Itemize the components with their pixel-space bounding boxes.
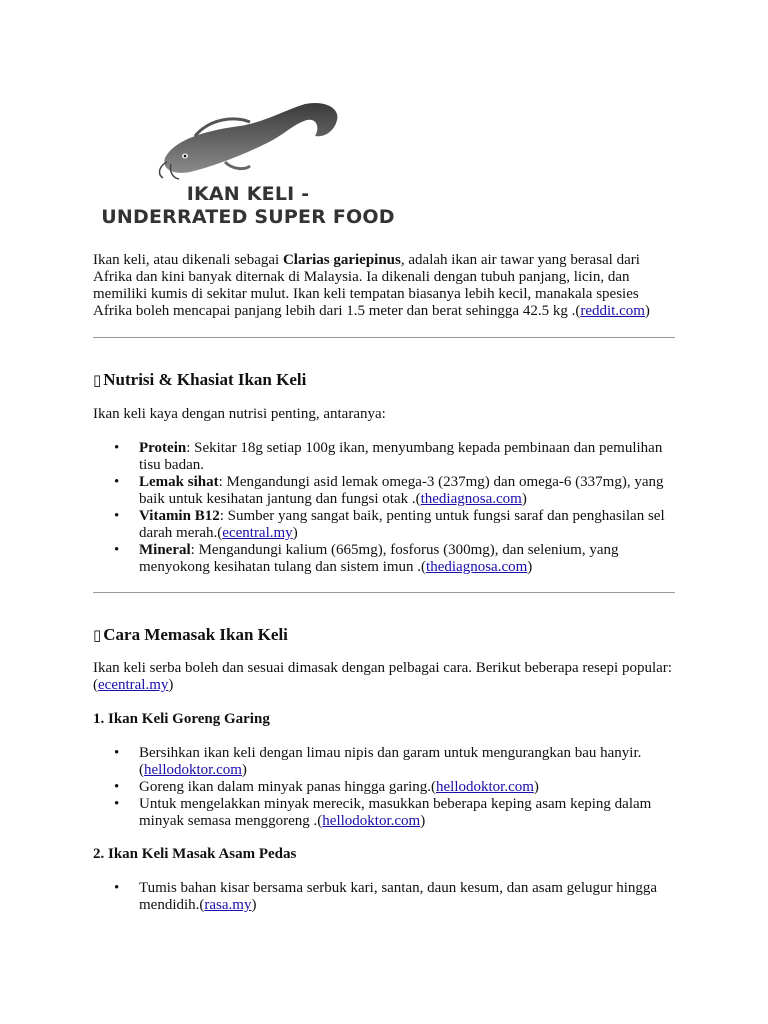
nutrient-label: Protein <box>139 440 187 456</box>
article <box>93 0 675 913</box>
cooking-heading-text: Cara Memasak Ikan Keli <box>103 625 288 644</box>
hero-banner <box>93 0 675 250</box>
source-link[interactable]: hellodoktor.com <box>322 813 421 829</box>
nutrient-label: Mineral <box>139 542 191 558</box>
source-link[interactable]: hellodoktor.com <box>144 762 242 778</box>
hero-title-line2: UNDERRATED SUPER FOOD <box>101 206 395 228</box>
cooking-lead-text: Ikan keli serba boleh dan sesuai dimasak dengan pelbagai cara. Berikut beberapa resepi popular:( <box>93 660 672 693</box>
source-link[interactable]: hellodoktor.com <box>436 779 534 795</box>
paren-close: ) <box>241 762 247 778</box>
intro-text-3: ) <box>644 303 650 319</box>
scientific-name: Clarias gariepinus <box>282 252 401 268</box>
source-link[interactable]: thediagnosa.com <box>420 491 522 507</box>
nutrient-text: : Mengandungi kalium (665mg), fosforus (300mg), dan selenium, yang menyokong kesihatan tulang dan sistem imun .( <box>139 542 619 575</box>
nutrition-list <box>93 440 675 576</box>
paren-close: ) <box>251 897 257 913</box>
nutrient-label: Vitamin B12 <box>139 508 220 524</box>
list-item <box>93 880 675 914</box>
list-item <box>93 796 675 830</box>
nutrient-text: : Sekitar 18g setiap 100g ikan, menyumbang kepada pembinaan dan pemulihan tisu badan. <box>139 440 663 473</box>
hero-title-line1: IKAN KELI - <box>186 183 310 205</box>
step-text: Bersihkan ikan keli dengan limau nipis dan garam untuk mengurangkan bau hanyir. ( <box>139 745 642 778</box>
section-heading-nutrition <box>93 370 306 390</box>
source-link[interactable]: ecentral.my <box>98 677 169 693</box>
paren-close: ) <box>420 813 426 829</box>
section-divider <box>93 337 675 338</box>
list-item <box>93 508 675 542</box>
missing-glyph-icon: ▯ <box>93 626 102 644</box>
paren-close: ) <box>521 491 527 507</box>
section-heading-cooking <box>93 625 288 645</box>
step-text: Untuk mengelakkan minyak merecik, masukkan beberapa keping asam keping dalam minyak semasa menggoreng .( <box>139 796 652 829</box>
missing-glyph-icon: ▯ <box>93 371 102 389</box>
list-item <box>93 542 675 576</box>
source-link[interactable]: ecentral.my <box>222 525 293 541</box>
nutrient-text: : Mengandungi asid lemak omega-3 (237mg) dan omega-6 (337mg), yang baik untuk kesihatan jantung dan fungsi otak .( <box>139 474 664 507</box>
step-text: Tumis bahan kisar bersama serbuk kari, santan, daun kesum, dan asam gelugur hingga mendidih.( <box>139 880 658 913</box>
list-item <box>93 474 675 508</box>
hero-title <box>98 183 398 229</box>
catfish-illustration <box>155 100 345 180</box>
list-item <box>93 779 675 796</box>
paren-close: ) <box>533 779 539 795</box>
recipe-1-steps <box>93 745 675 830</box>
paren-close: ) <box>292 525 298 541</box>
source-link-reddit[interactable]: reddit.com <box>580 303 645 319</box>
recipe-title-2: 2. Ikan Keli Masak Asam Pedas <box>93 846 297 862</box>
section-divider <box>93 592 675 593</box>
recipe-title-1: 1. Ikan Keli Goreng Garing <box>93 711 270 727</box>
nutrient-text: : Sumber yang sangat baik, penting untuk fungsi saraf dan penghasilan sel darah merah.( <box>139 508 665 541</box>
intro-text-2: , adalah ikan air tawar yang berasal dari Afrika dan kini banyak diternak di Malaysia. Ia dikenali dengan tubuh panjang, licin, dan memiliki kumis di sekitar mulut. Ikan keli tempatan biasanya lebih kecil, manakala spesies Afrika boleh mencapai panjang lebih dari 1.5 meter dan berat sehingga 42.5 kg .( <box>93 252 640 319</box>
nutrition-heading-text: Nutrisi & Khasiat Ikan Keli <box>103 370 307 389</box>
nutrition-lead: Ikan keli kaya dengan nutrisi penting, antaranya: <box>93 406 386 422</box>
intro-text-1: Ikan keli, atau dikenali sebagai <box>93 252 283 268</box>
step-text: Goreng ikan dalam minyak panas hingga garing.( <box>139 779 436 795</box>
paren-close: ) <box>168 677 174 693</box>
source-link[interactable]: rasa.my <box>204 897 252 913</box>
list-item <box>93 440 675 474</box>
paren-close: ) <box>527 559 533 575</box>
recipe-2-steps <box>93 880 675 914</box>
list-item <box>93 745 675 779</box>
intro-paragraph <box>93 252 673 320</box>
source-link[interactable]: thediagnosa.com <box>426 559 528 575</box>
nutrient-label: Lemak sihat <box>139 474 219 490</box>
cooking-lead <box>93 660 675 694</box>
